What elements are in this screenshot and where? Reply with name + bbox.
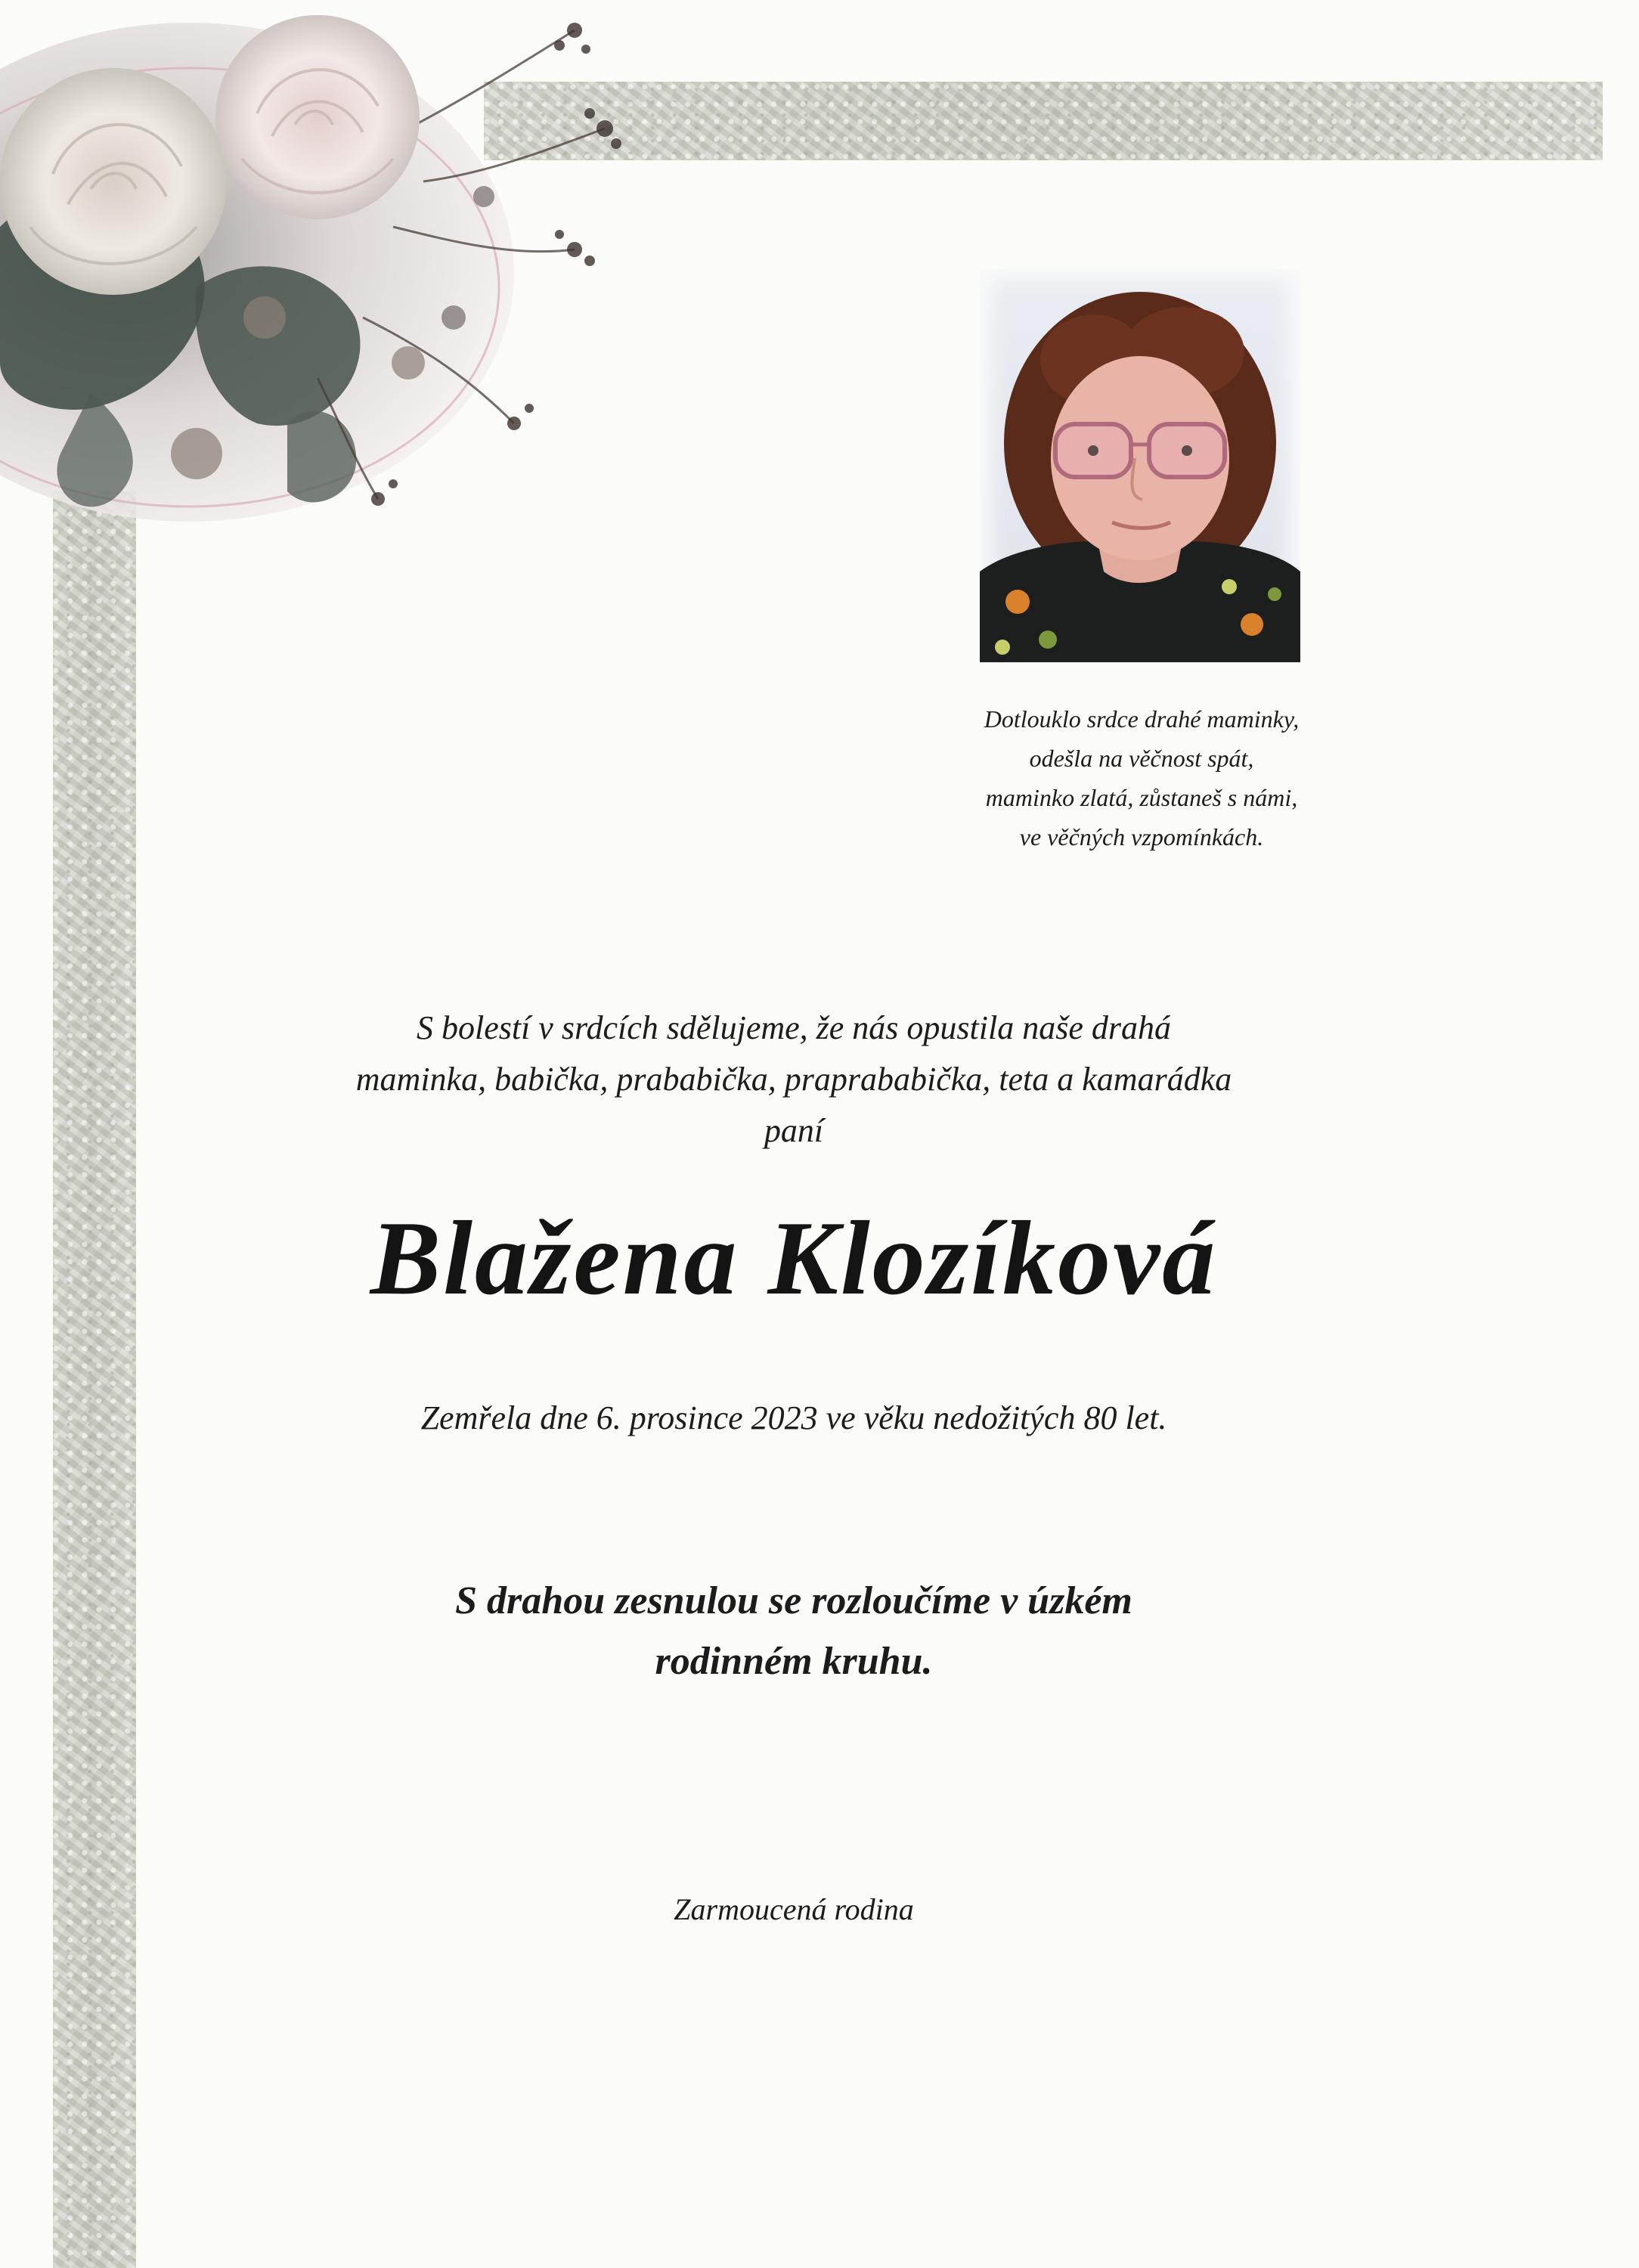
left-marble-ribbon [53,491,136,2268]
family-signature: Zarmoucená rodina [674,1892,914,1926]
deceased-name: Blažena Klozíková [370,1200,1218,1317]
verse-line: ve věčných vzpomínkách. [1019,823,1264,850]
farewell-notice [227,1571,1361,1692]
verse-line: Dotlouklo srdce drahé maminky, [984,705,1300,733]
death-notice: Zemřela dne 6. prosince 2023 ve věku nedožitých 80 let. [420,1399,1167,1436]
memorial-verse [892,699,1391,857]
rose-bouquet-ornament [0,0,650,544]
portrait-image [980,269,1300,662]
announcement-line: paní [764,1112,824,1149]
deceased-portrait-photo [980,269,1300,662]
verse-line: odešla na věčnost spát, [1029,745,1254,772]
verse-line: maminko zlatá, zůstaneš s námi, [985,784,1298,811]
top-marble-ribbon [484,82,1603,160]
farewell-line: rodinném kruhu. [655,1640,933,1683]
farewell-line: S drahou zesnulou se rozloučíme v úzkém [455,1579,1132,1622]
announcement-line: maminka, babička, prababička, praprababička, teta a kamarádka [355,1061,1232,1098]
announcement-text [227,1002,1361,1157]
announcement-line: S bolestí v srdcích sdělujeme, že nás opustila naše drahá [416,1009,1172,1046]
